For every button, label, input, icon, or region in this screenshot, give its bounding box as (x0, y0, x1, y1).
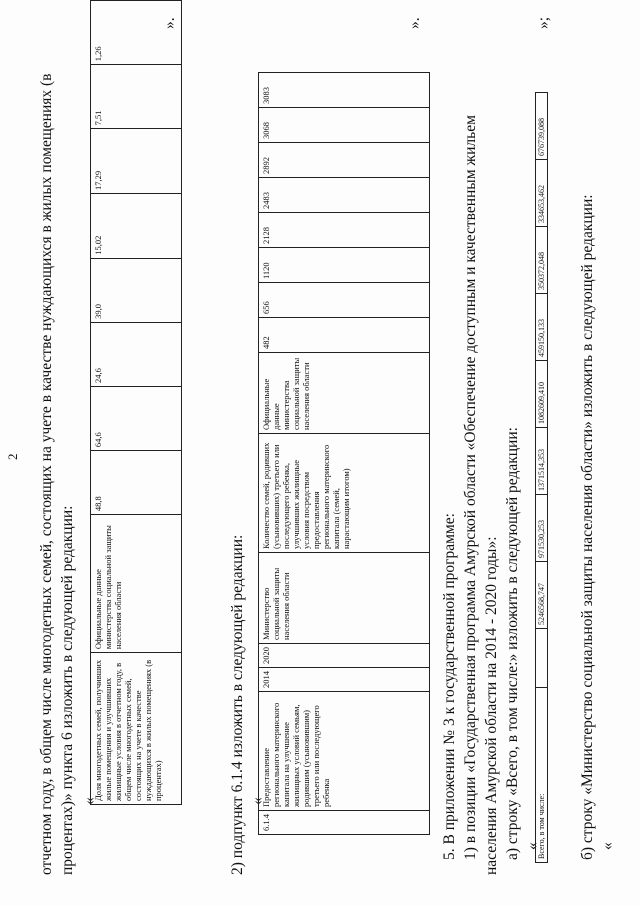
open-quote-3: « (524, 842, 541, 850)
table3-value-7: 334653,462 (536, 160, 548, 227)
table3-value-5: 459150,133 (536, 294, 548, 361)
open-quote-2: « (249, 797, 266, 805)
table3-value-4: 1082609,410 (536, 361, 548, 428)
table2-value-4: 2128 (259, 213, 430, 248)
table3-empty (536, 629, 548, 688)
table1-name: Доля многодетных семей, получивших жилые помещения и улучшивших жилищные условия в отчетном году, в общем числе многодетных семей, состоящих на учете в качестве нуждающихся в жилых помещениях (в процентах) (91, 653, 182, 805)
table1-value-4: 39,0 (91, 258, 182, 322)
table3-value-3: 1371514,353 (536, 428, 548, 495)
item1-line2: населения Амурской области на 2014 - 2020 годы»: (483, 536, 500, 875)
table2-year-to: 2020 (259, 644, 430, 668)
table1-value-1: 48,8 (91, 451, 182, 515)
table3-value-6: 350372,048 (536, 227, 548, 294)
table2-value-3: 1120 (259, 248, 430, 283)
section5-text: 5. В приложении № 3 к государственной программе: (441, 513, 458, 860)
page-number: 2 (5, 453, 20, 460)
close-3: »; (535, 16, 552, 29)
table3-label: Всего, в том числе: (536, 688, 548, 863)
open-quote-4: « (599, 842, 616, 850)
table2-value-2: 656 (259, 283, 430, 318)
table1-value-7: 7,51 (91, 65, 182, 129)
table1-value-2: 64,6 (91, 386, 182, 450)
close-1: ». (161, 17, 178, 29)
table2-executor: Министерство социальной защиты населения области (259, 553, 430, 644)
table3-value-8: 676739,088 (536, 93, 548, 160)
table2-indicator: Количество семей, родивших (усыновивших) третьего или последующего ребенка, улучшивших жилищные условия посредством предоставления регионального материнского капитала (семей, нарастающим итогом) (259, 434, 430, 553)
item1-line1: 1) в позиции «Государственная программа Амурской области «Обеспечение доступным и качественным жильем (462, 115, 479, 860)
table3-value-2: 971530,253 (536, 495, 548, 562)
table2-value-8: 3083 (259, 73, 430, 108)
item-b-text: б) строку «Министерство социальной защиты населения области» изложить в следующей редакции: (579, 194, 596, 860)
table-2 (258, 72, 430, 835)
item-a-text: а) строку «Всего, в том числе:» изложить в следующей редакции: (504, 427, 521, 860)
table3-value-1: 5246568,747 (536, 562, 548, 629)
table2-value-6: 2892 (259, 143, 430, 178)
item2-text: 2) подпункт 6.1.4 изложить в следующей редакции: (229, 534, 246, 875)
open-quote-1: « (81, 797, 98, 805)
table2-code: 6.1.4 (259, 811, 430, 835)
table-1 (90, 0, 182, 805)
table2-value-5: 2483 (259, 178, 430, 213)
table1-value-8: 1,26 (91, 1, 182, 65)
table1-value-5: 15,02 (91, 194, 182, 259)
table2-year-from: 2014 (259, 668, 430, 692)
table-3 (535, 92, 548, 863)
table1-value-3: 24,6 (91, 322, 182, 386)
table2-name: Предоставление регионального материнского капитала на улучшение жилищных условий семьям, родившим (усыновившим) третьего или последующего ребенка (259, 692, 430, 811)
table2-value-7: 3068 (259, 108, 430, 143)
table2-source: Официальные данные министерства социальной защиты населения области (259, 353, 430, 434)
table1-source: Официальные данные министерства социальной защиты населения области (91, 515, 182, 653)
intro-text-line2: процентах)» пункта 6 изложить в следующей редакции: (59, 505, 76, 875)
table2-value-1: 482 (259, 318, 430, 353)
close-2: ». (406, 17, 423, 29)
table1-value-6: 17,29 (91, 129, 182, 194)
intro-text-line1: отчетном году, в общем числе многодетных семей, состоящих на учете в качестве нуждающихся в жилых помещениях (в (38, 73, 55, 875)
